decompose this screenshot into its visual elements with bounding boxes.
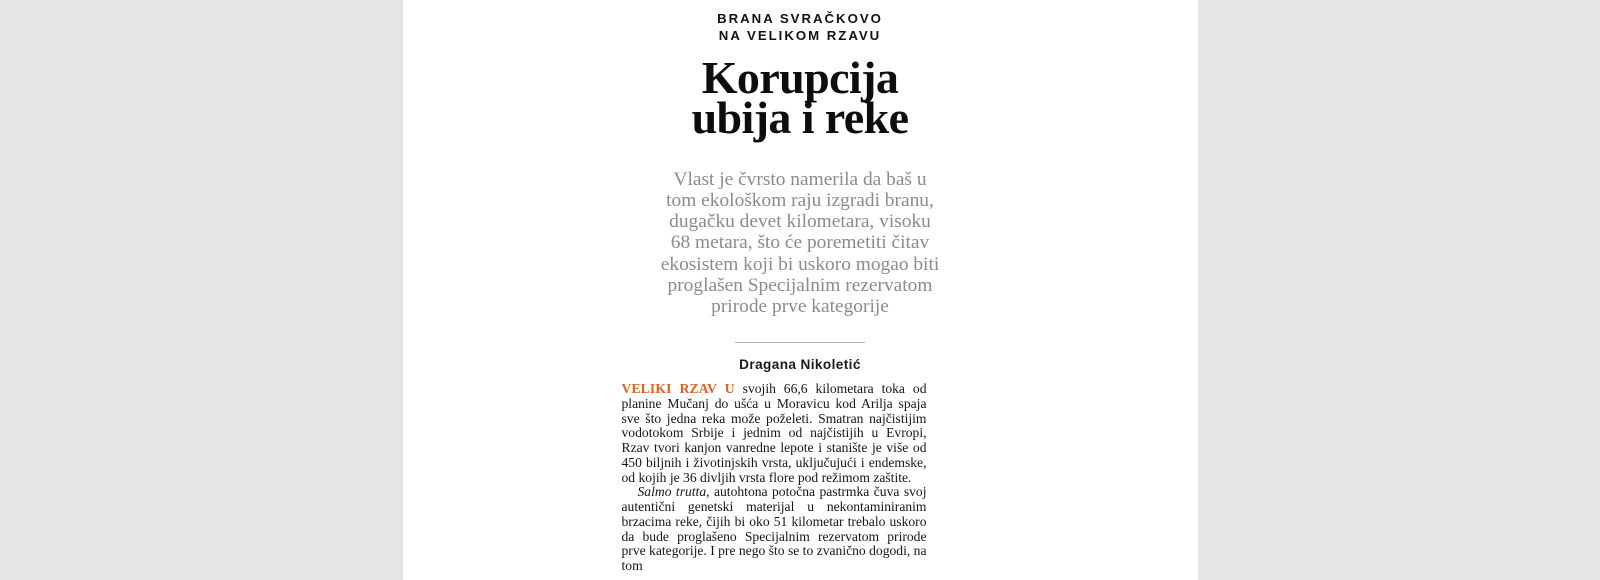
article-kicker <box>403 11 1198 44</box>
article-headline <box>403 52 1198 143</box>
standfirst-line-7: prirode prve kategorije <box>711 296 889 318</box>
byline-divider <box>735 342 865 343</box>
article-body-column <box>622 382 927 574</box>
standfirst-line-1: Vlast je čvrsto namerila da baš u <box>673 168 927 190</box>
headline-line-1: Korupcija <box>701 52 899 103</box>
body-paragraph-1-text: svojih 66,6 kilometara toka od planine Mučanj do ušća u Moravicu kod Arilja spaja sve što jedna reka može poželeti. Smatran najčistijim vodotokom Srbije i jednim od najčistijih u Evropi, Rzav tvori kanjon vanredne lepote i stanište je više od 450 biljnih i životinjskih vrsta, uključujući i endemske, od kojih je 36 divljih vrsta flore pod režimom zaštite. <box>621 381 927 485</box>
standfirst-line-6: proglašen Specijalnim rezervatom <box>667 274 933 296</box>
standfirst-line-3: dugačku devet kilometara, visoku <box>669 211 931 233</box>
scientific-name: Salmo trutta <box>637 484 707 500</box>
body-lead-in: VELIKI RZAV U <box>621 381 735 396</box>
standfirst-line-4: 68 metara, što će poremetiti čitav <box>670 232 930 254</box>
article-standfirst <box>403 169 1198 317</box>
kicker-line-1: BRANA SVRAČKOVO <box>717 11 883 26</box>
article-byline: Dragana Nikoletić <box>739 357 861 373</box>
standfirst-line-5: ekosistem koji bi uskoro mogao biti <box>660 253 940 275</box>
body-paragraph-2 <box>622 485 927 574</box>
article-header <box>403 0 1198 372</box>
body-paragraph-1 <box>622 382 927 485</box>
body-paragraph-2-text: , autohtona potočna pastrmka čuva svoj autentični genetski materijal u nekontaminiranim brzacima reke, čijih bi oko 51 kilometar trebalo uskoro da bude proglašeno Specijalnim rezervatom prirode prve kategorije. I pre nego što se to zvanično dogodi, na tom <box>621 484 927 573</box>
article-page <box>403 0 1198 580</box>
kicker-line-2: NA VELIKOM RZAVU <box>718 27 882 43</box>
standfirst-line-2: tom ekološkom raju izgradi branu, <box>666 190 934 212</box>
headline-line-2: ubija i reke <box>691 92 909 143</box>
